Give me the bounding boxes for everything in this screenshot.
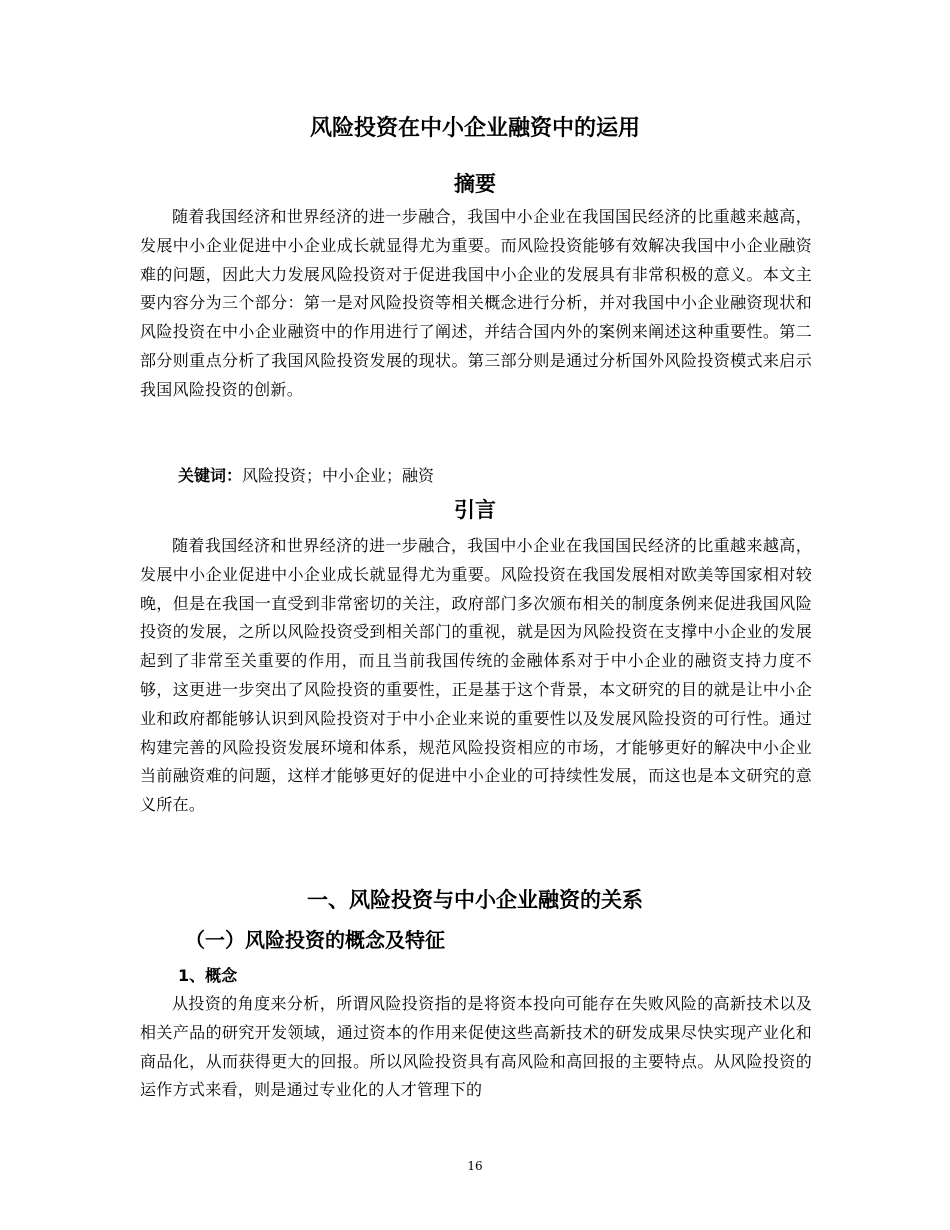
subsection-heading: （一）风险投资的概念及特征 <box>185 928 445 952</box>
concept-paragraph: 从投资的角度来分析，所谓风险投资指的是将资本投向可能存在失败风险的高新技术以及相关产品的研究开发领域，通过资本的作用来促使这些高新技术的研发成果尽快实现产业化和商品化，从而获得更大的回报。所以风险投资具有高风险和高回报的主要特点。从风险投资的运作方式来看，则是通过专业化的人才管理下的 <box>140 994 812 1100</box>
abstract-paragraph: 随着我国经济和世界经济的进一步融合，我国中小企业在我国国民经济的比重越来越高，发展中小企业促进中小企业成长就显得尤为重要。而风险投资能够有效解决我国中小企业融资难的问题，因此大力发展风险投资对于促进我国中小企业的发展具有非常积极的意义。本文主要内容分为三个部分：第一是对风险投资等相关概念进行分析，并对我国中小企业融资现状和风险投资在中小企业融资中的作用进行了阐述，并结合国内外的案例来阐述这种重要性。第二部分则重点分析了我国风险投资发展的现状。第三部分则是通过分析国外风险投资模式来启示我国风险投资的创新。 <box>140 207 812 399</box>
abstract-heading: 摘要 <box>454 172 496 196</box>
item-heading: 1、概念 <box>178 966 238 985</box>
keywords-text: 风险投资；中小企业；融资 <box>242 466 435 485</box>
document-title: 风险投资在中小企业融资中的运用 <box>309 116 640 141</box>
intro-heading: 引言 <box>454 498 496 522</box>
keywords-line <box>178 462 434 490</box>
intro-paragraph: 随着我国经济和世界经济的进一步融合，我国中小企业在我国国民经济的比重越来越高，发展中小企业促进中小企业成长就显得尤为重要。风险投资在我国发展相对欧美等国家相对较晚，但是在我国一直受到非常密切的关注，政府部门多次颁布相关的制度条例来促进我国风险投资的发展，之所以风险投资受到相关部门的重视，就是因为风险投资在支撑中小企业的发展起到了非常至关重要的作用，而且当前我国传统的金融体系对于中小企业的融资支持力度不够，这更进一步突出了风险投资的重要性，正是基于这个背景，本文研究的目的就是让中小企业和政府都能够认识到风险投资对于中小企业来说的重要性以及发展风险投资的可行性。通过构建完善的风险投资发展环境和体系，规范风险投资相应的市场，才能够更好的解决中小企业当前融资难的问题，这样才能够更好的促进中小企业的可持续性发展，而这也是本文研究的意义所在。 <box>140 536 812 815</box>
page-number: 16 <box>467 1159 483 1173</box>
section-heading: 一、风险投资与中小企业融资的关系 <box>307 888 643 912</box>
keywords-label: 关键词： <box>178 466 243 485</box>
